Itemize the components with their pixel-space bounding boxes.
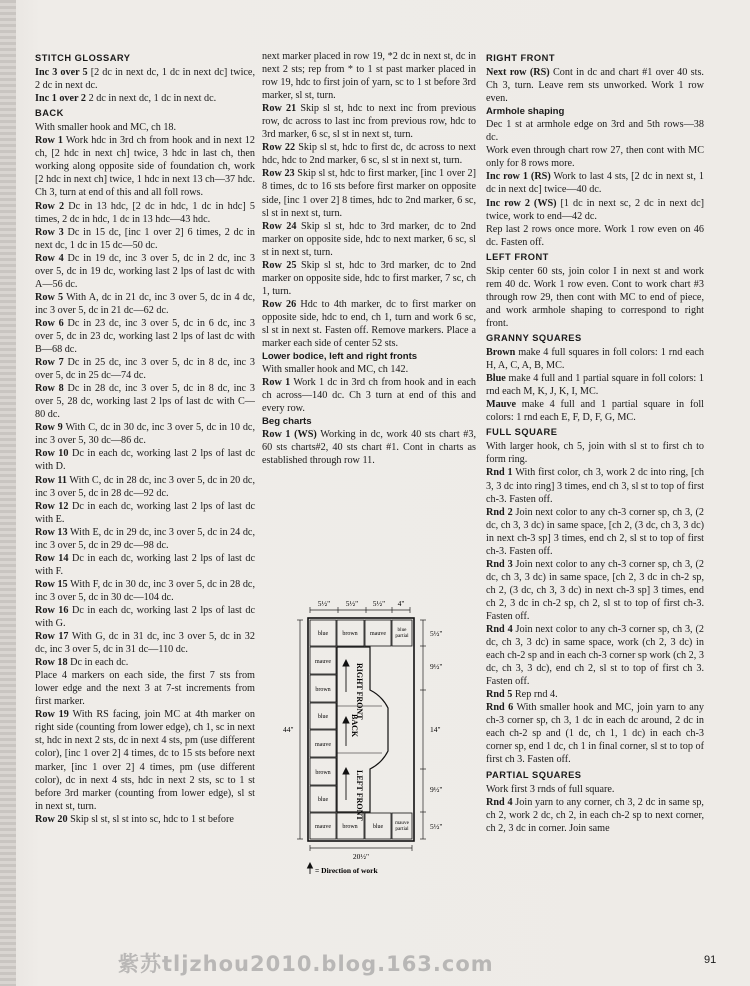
top-dim-2: 5½" — [345, 599, 359, 608]
sub-heading: Lower bodice, left and right fronts — [262, 351, 418, 363]
height-dim: 44" — [283, 725, 294, 734]
instruction-label: Row 21 — [262, 103, 297, 115]
instruction-label: Row 1 — [35, 135, 63, 147]
instruction-text: Work 1 dc in 3rd ch from hook and in each ch across—140 dc. Ch 3 turn at end of this and every row. — [262, 377, 476, 415]
instruction-text: Skip sl st, sl st into sc, hdc to 1 st before — [67, 813, 234, 825]
instruction-paragraph — [35, 526, 255, 552]
instruction-paragraph — [35, 474, 255, 500]
instruction-paragraph — [35, 669, 255, 708]
instruction-paragraph — [35, 813, 255, 826]
instruction-label: Rnd 4 — [486, 796, 513, 808]
bottom-row-label-2: brown — [342, 824, 358, 830]
instruction-text: Work first 3 rnds of full square. — [486, 783, 615, 795]
instruction-text: Dc in 13 hdc, [2 dc in hdc, 1 dc in hdc] 5 times, 2 dc in hdc, 1 dc in 13 hdc—43 hdc. — [35, 200, 256, 225]
instruction-text: next marker placed in row 19, *2 dc in next st, dc in next 2 sts; rep from * to 1 st past marker placed in row 19, hdc to first join of yarn, sc to 1 st before 3rd marker, sl st, turn. — [262, 51, 476, 102]
instruction-text: With G, dc in 31 dc, inc 3 over 5, dc in 32 dc, inc 3 over 5, dc in 31 dc—110 dc. — [35, 631, 255, 656]
instruction-text: With F, dc in 30 dc, inc 3 over 5, dc in 28 dc, inc 3 over 5, dc in 30 dc—104 dc. — [35, 578, 256, 603]
instruction-paragraph — [35, 447, 255, 473]
right-dim-4: 9½" — [430, 785, 443, 794]
instruction-label: Row 16 — [35, 604, 69, 616]
instruction-text: Skip sl st, hdc to first marker, [inc 1 over 2] 8 times, dc to 16 sts before first marker on opposite side, [inc 1 over 2] 8 times, hdc to 2nd marker, 6 sc, sl st in next st, turn. — [262, 168, 476, 219]
watermark: 紫苏tljzhou2010.blog.163.com — [118, 952, 494, 976]
instruction-paragraph — [486, 701, 704, 766]
instruction-paragraph — [35, 252, 255, 291]
instruction-text: With C, dc in 28 dc, inc 3 over 5, dc in 20 dc, inc 3 over 5, dc in 28 dc—92 dc. — [35, 474, 255, 499]
instruction-label: Rnd 4 — [486, 624, 513, 636]
instruction-text: With smaller hook and MC, join yarn to any ch-3 corner sp, ch 3, 1 dc in each dc around, 2 dc in each ch-2 sp and (1 dc, ch 1, 1 dc) in each ch-3 corner sp, end 1 dc, ch 1 in final corner, sl st to top of first ch 3. Fasten off. — [486, 702, 704, 766]
instruction-label: Row 3 — [35, 226, 64, 238]
instruction-paragraph — [35, 66, 255, 92]
instruction-text: Cont in dc and chart #1 over 40 sts. Ch 3, turn. Leave rem sts unworked. Work 1 row even. — [486, 67, 704, 105]
instruction-paragraph — [486, 223, 704, 249]
section-heading: PARTIAL SQUARES — [486, 769, 582, 780]
legend-text: = Direction of work — [315, 866, 378, 875]
instruction-text: With smaller hook and MC, ch 18. — [35, 122, 177, 134]
instruction-text: With first color, ch 3, work 2 dc into ring, [ch 3, 3 dc into ring] 3 times, end ch 3, sl st to top of first ch-3. Fasten off. — [486, 467, 704, 505]
instruction-label: Inc row 2 (WS) — [486, 197, 557, 209]
instruction-paragraph — [486, 197, 704, 223]
instruction-paragraph — [35, 382, 255, 421]
instruction-text: Dc in each dc, working last 2 lps of last dc with D. — [35, 448, 255, 473]
width-dim: 20½" — [352, 852, 370, 861]
instruction-text: Join next color to any ch-3 corner sp, ch 3, (2 dc, ch 3, 3 dc) in same space, work (ch 2, 3 dc) in each ch-2 sp and in each ch-3 corner sp work (ch 2, 3 dc, ch 3, 3 dc), end ch 2, sl st to top of first ch 3. Fasten off. — [486, 624, 704, 688]
instruction-paragraph — [262, 141, 476, 167]
instruction-paragraph — [35, 134, 255, 199]
instruction-label: Row 18 — [35, 657, 68, 669]
instruction-text: make 4 full and 1 partial square in foll colors: 1 rnd each M, K, J, K, I, MC. — [486, 373, 704, 398]
instruction-paragraph — [486, 144, 704, 170]
bottom-row-label-4: mauve partial — [395, 820, 409, 832]
instruction-text: make 4 full squares in foll colors: 1 rnd each H, A, C, A, B, MC. — [486, 347, 704, 372]
instruction-text: Work even through chart row 27, then cont with MC only for 8 rows more. — [486, 145, 704, 170]
instruction-paragraph — [35, 630, 255, 656]
instruction-text: Join yarn to any corner, ch 3, 2 dc in same sp, ch 2, work 2 dc, ch 2, in each ch-2 sp to next corner, ch 2, 3 dc in corner. Join same — [486, 796, 704, 834]
instruction-label: Row 26 — [262, 298, 297, 310]
instruction-label: Row 22 — [262, 142, 296, 154]
left-col-label-3: blue — [317, 714, 329, 720]
column-3 — [486, 50, 704, 835]
instruction-text: With E, dc in 29 dc, inc 3 over 5, dc in 24 dc, inc 3 over 5, dc in 29 dc—98 dc. — [35, 526, 256, 551]
instruction-label: Row 10 — [35, 448, 69, 460]
instruction-text: Dc in each dc, working last 2 lps of last dc with G. — [35, 604, 255, 630]
instruction-label: Row 4 — [35, 252, 64, 264]
instruction-text: Dc in each dc. — [67, 657, 129, 669]
instruction-paragraph — [486, 558, 704, 623]
instruction-text: Dc in each dc, working last 2 lps of last dc with E. — [35, 500, 255, 525]
instruction-text: Dc in each dc, working last 2 lps of last dc with F. — [35, 552, 255, 577]
instruction-text: Rep last 2 rows once more. Work 1 row even on 46 dc. Fasten off. — [486, 223, 704, 248]
schematic-diagram — [280, 598, 480, 883]
instruction-paragraph — [35, 421, 255, 447]
instruction-paragraph — [35, 226, 255, 252]
top-dim-4: 4" — [397, 599, 405, 608]
instruction-label: Rnd 6 — [486, 702, 514, 714]
instruction-label: Rnd 1 — [486, 467, 513, 479]
instruction-paragraph — [262, 259, 476, 298]
top-row-label-4: blue partial — [395, 627, 409, 639]
instruction-label: Inc row 1 (RS) — [486, 171, 551, 183]
instruction-paragraph — [486, 372, 704, 398]
top-row-label-1: blue — [317, 631, 329, 637]
page-number: 91 — [704, 954, 717, 966]
instruction-paragraph — [262, 363, 476, 376]
instruction-label: Row 6 — [35, 317, 64, 329]
instruction-paragraph — [486, 796, 704, 835]
instruction-paragraph — [35, 708, 255, 812]
instruction-text: Dc in 23 dc, inc 3 over 5, dc in 6 dc, inc 3 over 5, dc in 23 dc, working last 2 lps of last dc with B—68 dc. — [35, 317, 255, 356]
instruction-text: With smaller hook and MC, ch 142. — [262, 364, 409, 376]
instruction-label: Row 9 — [35, 422, 63, 434]
column-1 — [35, 50, 255, 826]
instruction-text: 2 dc in next dc, 1 dc in next dc. — [86, 93, 217, 105]
instruction-text: Skip sl st, hdc to 3rd marker, dc to 2nd marker on opposite side, hdc to next marker, 6 sc, sl st in next st, turn. — [262, 220, 476, 258]
left-col-label-5: brown — [315, 770, 331, 776]
instruction-label: Row 1 (WS) — [262, 429, 317, 441]
section-heading: GRANNY SQUARES — [486, 332, 582, 343]
section-heading: STITCH GLOSSARY — [35, 53, 131, 63]
instruction-label: Row 5 — [35, 291, 64, 303]
instruction-label: Brown — [486, 347, 516, 359]
instruction-label: Mauve — [486, 399, 516, 411]
instruction-text: Work to last 4 sts, [2 dc in next st, 1 dc in next dc] twice—40 dc. — [486, 171, 704, 196]
right-dim-1: 5½" — [430, 629, 443, 638]
instruction-paragraph — [262, 376, 476, 415]
direction-arrows — [343, 660, 349, 800]
instruction-label: Inc 1 over 2 — [35, 93, 87, 105]
instruction-paragraph — [486, 66, 704, 105]
instruction-paragraph — [262, 167, 476, 219]
instruction-label: Row 20 — [35, 813, 68, 825]
right-dim-2: 9½" — [430, 662, 443, 671]
section-heading: RIGHT FRONT — [486, 53, 556, 63]
instruction-label: Row 24 — [262, 220, 297, 232]
instruction-label: Row 23 — [262, 168, 295, 180]
instruction-label: Row 1 — [262, 377, 291, 389]
instruction-text: Dc in 15 dc, [inc 1 over 2] 6 times, 2 dc in next dc, 1 dc in 15 dc—50 dc. — [35, 226, 255, 251]
right-dim-3: 14" — [430, 725, 441, 734]
height-dimension-line — [297, 620, 303, 839]
binding-edge — [0, 0, 16, 986]
instruction-paragraph — [486, 118, 704, 144]
instruction-text: Skip sl st, hdc to next inc from previous row, dc across to last inc from previous row, hdc to 3rd marker, 6 sc, sl st in next st, turn. — [262, 103, 477, 141]
instruction-paragraph — [486, 688, 704, 701]
instruction-label: Next row (RS) — [486, 67, 550, 79]
instruction-paragraph — [35, 604, 255, 630]
instruction-text: Join next color to any ch-3 corner sp, ch 3, (2 dc, ch 3, 3 dc) in same space, [ch 2, 3 dc in ch-2 sp, ch 2, (3 dc, ch 3, 3 dc) in next ch-3 sp] 3 times, end ch 2, 3 dc in ch-2 sp, ch 2, sl st to top of first ch-3. Fasten off. — [486, 558, 704, 622]
instruction-paragraph — [486, 440, 704, 466]
instruction-text: [2 dc in next dc, 1 dc in next dc] twice, 2 dc in next dc. — [35, 67, 255, 92]
instruction-paragraph — [35, 656, 255, 669]
instruction-label: Row 14 — [35, 552, 69, 564]
instruction-text: With RS facing, join MC at 4th marker on right side (counting from lower edge), ch 1, sc in next st, hdc in next 2 sts, dc in next 4 sts, pm (use different color), [inc 1 over 2] 4 times, dc to 15 sts before next marker, [inc 1 over 2] 4 times, pm (use different color), dc in next 4 sts, hdc in next 2 sts, sc to 1 st before 3rd marker (counting from lower edge), sl st in next st, turn. — [35, 709, 255, 812]
column-2 — [262, 50, 476, 468]
instruction-paragraph — [35, 92, 255, 105]
instruction-paragraph — [35, 578, 255, 604]
instruction-text: With C, dc in 30 dc, inc 3 over 5, dc in 10 dc, inc 3 over 5, 30 dc—86 dc. — [35, 422, 255, 447]
instruction-paragraph — [486, 466, 704, 505]
instruction-paragraph — [486, 346, 704, 372]
instruction-text: Hdc to 4th marker, dc to first marker on opposite side, hdc to end, ch 1, turn and work 6 sc, sl st in next st. Fasten off. Remove markers. Place a marker each side of center 52 sts. — [262, 298, 477, 350]
instruction-label: Inc 3 over 5 — [35, 67, 88, 79]
instruction-paragraph — [486, 783, 704, 796]
instruction-paragraph — [486, 623, 704, 688]
instruction-label: Row 15 — [35, 578, 68, 590]
instruction-paragraph — [35, 317, 255, 356]
left-col-label-4: mauve — [315, 742, 331, 748]
right-dimension-line — [420, 620, 426, 839]
section-heading: LEFT FRONT — [486, 251, 549, 262]
instruction-paragraph — [486, 506, 704, 558]
instruction-label: Row 7 — [35, 357, 64, 369]
instruction-paragraph — [262, 220, 476, 259]
right-front-label: RIGHT FRONT — [355, 663, 364, 720]
instruction-text: Dec 1 st at armhole edge on 3rd and 5th rows—38 dc. — [486, 119, 704, 144]
width-dimension-line — [310, 845, 412, 851]
left-col-label-6: blue — [317, 797, 329, 803]
top-row-label-2: brown — [342, 631, 358, 637]
left-col-label-2: brown — [315, 687, 331, 693]
instruction-paragraph — [35, 121, 255, 134]
instruction-paragraph — [35, 291, 255, 317]
instruction-label: Row 19 — [35, 709, 69, 721]
instruction-paragraph — [486, 265, 704, 330]
instruction-label: Rnd 2 — [486, 506, 513, 518]
right-dim-5: 5½" — [430, 822, 443, 831]
back-label: BACK — [350, 714, 359, 738]
sub-heading: Beg charts — [262, 416, 312, 428]
instruction-paragraph — [262, 298, 476, 350]
instruction-text: [1 dc in next sc, 2 dc in next dc] twice, work to end—42 dc. — [486, 197, 704, 222]
instruction-label: Row 13 — [35, 526, 68, 538]
instruction-text: Dc in 28 dc, inc 3 over 5, dc in 8 dc, inc 3 over 5, 28 dc, working last 2 lps of last dc with C—80 dc. — [35, 383, 255, 421]
instruction-paragraph — [486, 170, 704, 196]
top-row-label-3: mauve — [370, 631, 386, 637]
instruction-text: Skip sl st, hdc to first dc, dc across to next hdc, hdc to 2nd marker, 6 sc, sl st in next st, turn. — [262, 142, 476, 167]
left-front-label: LEFT FRONT — [355, 770, 364, 821]
instruction-label: Row 2 — [35, 200, 65, 212]
instruction-text: Working in dc, work 40 sts chart #3, 60 sts charts#2, 40 sts chart #1. Cont in charts as established through row 11. — [262, 429, 476, 467]
instruction-text: Dc in 19 dc, inc 3 over 5, dc in 2 dc, inc 3 over 5, dc in 19 dc, working last 2 lps of last dc with A—56 dc. — [35, 252, 255, 290]
instruction-paragraph — [35, 356, 255, 382]
instruction-paragraph — [35, 500, 255, 526]
instruction-text: Rep rnd 4. — [512, 689, 558, 701]
instruction-label: Row 12 — [35, 500, 69, 512]
instruction-label: Rnd 3 — [486, 558, 513, 570]
instruction-label: Row 17 — [35, 631, 69, 643]
legend-arrow-icon — [308, 863, 313, 874]
top-dim-1: 5½" — [317, 599, 331, 608]
instruction-paragraph — [486, 398, 704, 424]
instruction-paragraph — [262, 428, 476, 467]
instruction-label: Rnd 5 — [486, 689, 513, 701]
sub-heading: Armhole shaping — [486, 106, 565, 118]
instruction-text: Work hdc in 3rd ch from hook and in next 12 ch, [2 hdc in next ch] twice, 3 hdc in last ch, then working along opposite side of foundation ch, work [2 hdc in next ch] twice, 1 hdc in next 13 ch—37 hdc. Ch 3, turn at end of this and all foll rows. — [35, 135, 256, 199]
instruction-text: Skip center 60 sts, join color I in next st and work rem 40 dc. Work 1 row even. Cont to work chart #3 through row 29, then cont with MC to end of piece, and work armhole shaping to correspond to right front. — [486, 265, 704, 329]
section-heading: FULL SQUARE — [486, 427, 558, 438]
instruction-text: With larger hook, ch 5, join with sl st to first ch to form ring. — [486, 441, 704, 466]
instruction-text: Place 4 markers on each side, the first 7 sts from lower edge and the next 3 at 7-st increments from first marker. — [35, 670, 255, 708]
bottom-row-label-1: mauve — [315, 824, 331, 830]
instruction-text: With A, dc in 21 dc, inc 3 over 5, dc in 4 dc, inc 3 over 5, dc in 21 dc—62 dc. — [35, 291, 255, 316]
instruction-label: Row 25 — [262, 259, 297, 271]
instruction-paragraph — [262, 102, 476, 141]
instruction-label: Row 8 — [35, 383, 64, 395]
instruction-text: Join next color to any ch-3 corner sp, ch 3, (2 dc, ch 3, 3 dc) in same space, [ch 2, (3 dc, ch 3, 3 dc) in next ch-3 sp] 3 times, end ch 2, sl st to top of first ch-3. Fasten off. — [486, 506, 704, 557]
instruction-paragraph — [262, 50, 476, 102]
instruction-label: Blue — [486, 373, 506, 385]
instruction-text: Skip sl st, hdc to 3rd marker, dc to 2nd marker on opposite side, hdc to first marker, 7 sc, ch 1, turn. — [262, 259, 476, 297]
instruction-paragraph — [35, 552, 255, 578]
instruction-text: Dc in 25 dc, inc 3 over 5, dc in 8 dc, inc 3 over 5, dc in 25 dc—74 dc. — [35, 357, 255, 382]
instruction-text: make 4 full and 1 partial square in foll colors: 1 rnd each E, F, D, F, G, MC. — [486, 399, 704, 424]
top-dim-3: 5½" — [372, 599, 386, 608]
left-col-label-1: mauve — [315, 659, 331, 665]
instruction-label: Row 11 — [35, 474, 67, 486]
instruction-paragraph — [35, 200, 255, 226]
section-heading: BACK — [35, 108, 64, 119]
bottom-row-label-3: blue — [372, 824, 384, 830]
